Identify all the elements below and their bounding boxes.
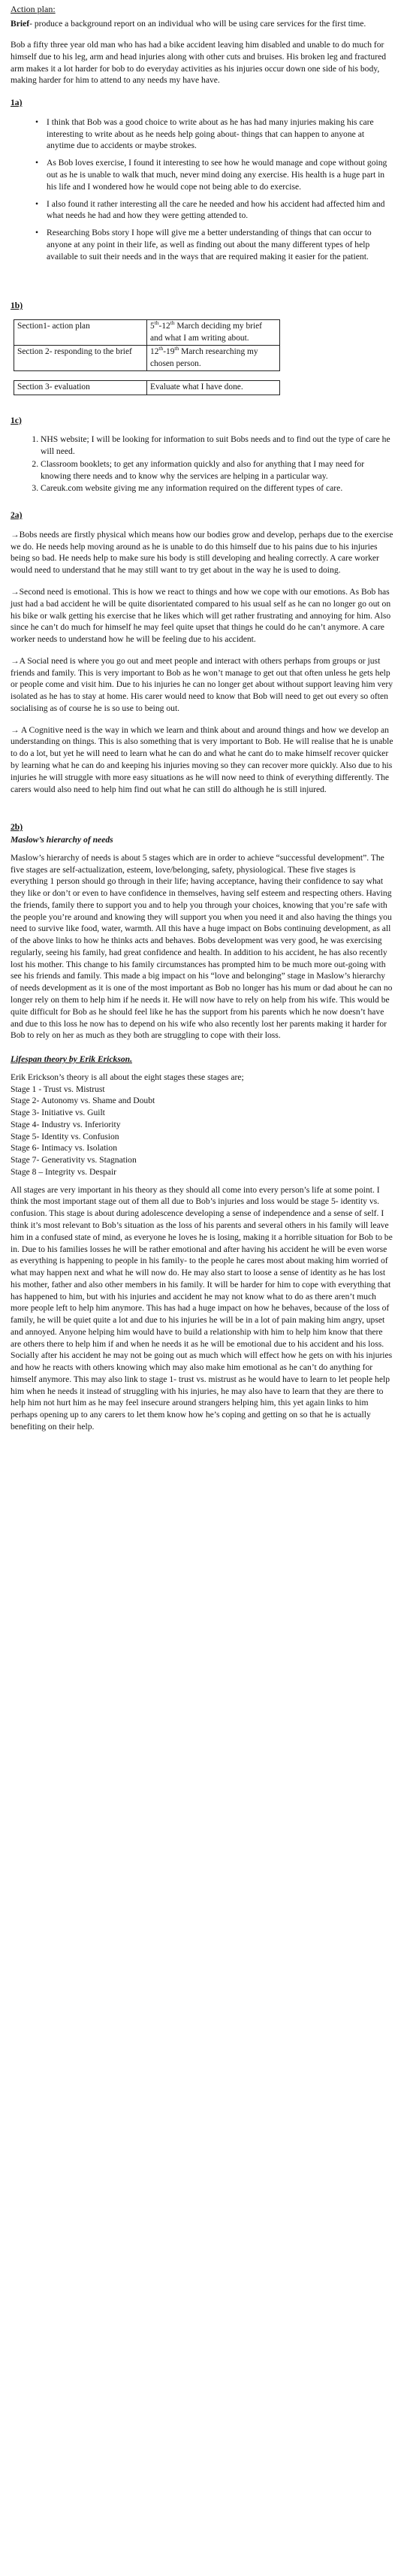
bullet-item: • Researching Bobs story I hope will give me a better understanding of things that can occur to anyone at any point in their life, as well as finding out about the many different types of help available to suit their needs and in the ways that are required making it easier for the patient. [47, 227, 393, 262]
table-row [14, 320, 280, 346]
table-row [14, 346, 280, 371]
cognitive-need-paragraph: → A Cognitive need is the way in which we learn and think about and around things and how we develop an understanding on things. This is also something that is very important to Bob. He will realise that he is unable to do a lot, but yet he will need to learn what he can do and what he cant do to make himself recover quicker by learning what he can do and keeping his injuries moving so they can recover more quickly. Also due to his injuries he will struggle with more easy situations as he will now need to think of everything differently. The carers would also need to help him find out what he can still do although he is still injured. [11, 724, 393, 794]
maslow-heading: Maslow’s hierarchy of needs [11, 835, 113, 845]
list-item: Stage 3- Initiative vs. Guilt [11, 1108, 105, 1118]
brief-label: Brief [11, 19, 30, 29]
table-cell-dates: 12th-19th March researching my chosen person. [147, 346, 280, 371]
emotional-need-paragraph: →Second need is emotional. This is how we react to things and how we cope with our emotions. As Bob has just had a bad accident he will be quite disorientated compared to his usual self as he can no longer go out on his bike or walk getting his exercise that he likes which will get rather frustrating and annoying for him. Also since he can’t do much for himself he may feel quite upset that things he could do he can’t anymore. A care worker needs to understand how he will be feeling due to his accident. [11, 587, 391, 645]
list-item: Stage 7- Generativity vs. Stagnation [11, 1155, 137, 1166]
bullet-item: • I also found it rather interesting all the care he needed and how his accident had affected him and what needs he had and how they were getting attended to. [47, 198, 393, 222]
table-cell-section: Section 3- evaluation [14, 381, 147, 395]
table-row [14, 381, 280, 395]
list-item: 3. Careuk.com website giving me any information required on the different types of care. [41, 482, 393, 494]
section-2a-label: 2a) [11, 510, 23, 521]
physical-need-paragraph: →Bobs needs are firstly physical which means how our bodies grow and develop, perhaps due to the exercise we do. He needs help moving around as he is unable to do this himself due to his pains due to his injuries being so bad. He needs help to make sure his body is still developing and healing correctly. A care worker would need to understand that he may still want to try get about in the way he is used to doing. [11, 529, 393, 576]
lifespan-heading: Lifespan theory by Erik Erickson. [11, 1054, 132, 1065]
table-cell-section: Section1- action plan [14, 320, 147, 346]
section-1a-label: 1a) [11, 98, 23, 108]
bullet-item: • As Bob loves exercise, I found it interesting to see how he would manage and cope without going out as he is unable to walk that much, never mind doing any exercise. His health is a huge part in his life and I wondered how he would cope not being able to do exercise. [47, 157, 393, 192]
table-cell-dates: 5th-12th March deciding my brief and what I am writing about. [147, 320, 280, 346]
brief [11, 18, 393, 30]
sources-list [11, 434, 393, 494]
maslow-paragraph: Maslow’s hierarchy of needs is about 5 stages which are in order to achieve “successful development”. The five stages are self-actualization, esteem, love/belonging, safety, physiological. These five stages is everything 1 person should go through in their life; having acceptance, having their confidence to say what they like or don’t or even to have confidence in themselves, having self esteem and respecting others. Having the friends, family there to support you and to help you through your choices, knowing that you’re safe with the people you’re around and knowing they will support you when you need it and also having the things you need to survive like food, water, warmth. All this have a huge impact on Bobs continuing development, as all of the above links to how he thinks acts and behaves. Bobs development was very good, he was exercising regularly, seeing his family, had great confidence and health. In addition to his accident, he has also recently lost his mother. This change to his family circumstances has prompted him to be much more out-going with see his friends and family. This made a big impact on his “love and belonging” stage in Maslow’s hierarchy of needs development as it is one of the most important as Bob no longer has his mum or dad about he can no longer rely on them to help him if he needs it. He will now have to rely on help from his wife. This would be quite difficult for Bob as he should feel like he has the support from his parents which he now doesn’t have and due to this loss he now has to depend on his wife who also recently lost her parents making it harder for Bob to rely on her as much as they both are struggling to cope with their loss. [11, 852, 393, 1041]
intro-paragraph: Bob a fifty three year old man who has had a bike accident leaving him disabled and unable to do much for himself due to his leg, arm and head injuries along with other cuts and bruises. His broken leg and fractured arm makes it a lot harder for bob to do everyday activities as his injuries occur down one side of his body, making harder for him to attend to any needs my have have. [11, 40, 387, 86]
section-2b-label: 2b) [11, 822, 23, 833]
list-item: Stage 4- Industry vs. Inferiority [11, 1119, 121, 1129]
list-item: 1. NHS website; I will be looking for information to suit Bobs needs and to find out the type of care he will need. [41, 434, 393, 458]
list-item: Stage 8 – Integrity vs. Despair [11, 1166, 117, 1177]
list-item: Stage 1 - Trust vs. Mistrust [11, 1084, 105, 1094]
section-1c-label: 1c) [11, 415, 22, 425]
brief-text: - produce a background report on an individual who will be using care services for the first time. [29, 19, 366, 29]
page-title: Action plan: [11, 4, 56, 14]
table-cell-section: Section 2- responding to the brief [14, 346, 147, 371]
lifespan-paragraph: All stages are very important in his theory as they should all come into every person’s life at some point. I think the most important stage out of them all due to Bob’s injuries and loss would be stage 5- identity vs. confusion. This stage is about during adolescence developing a sense of independence and a sense of self. I think it’s most relevant to Bob’s situation as the loss of his parents and several others in his family will leave him in a confused state of mind, as everyone he loves he is losing, making it a horrible situation for Bob to be in. Due to his families losses he will be rather emotional and after having his accident he will be even worse as everything is happening to people in his family- to the people he cares most about making him worried of what may happen next and what he will now do. He may also start to loose a sense of identity as he has lost his mother, father and also other members in his family. It will be harder for him to cope with everything that has happened to him, but with his injuries and accident he may not know what to do as there aren’t much more people left to help him anymore. This has had a huge impact on how he behaves, because of the loss of family, he will be quiet quite a lot and due to his injuries he will be in a lot of pain making him angry, upset and annoyed. Anyone helping him would have to build a relationship with him to help him know that there are others there to help him if and when he needs it as he will be emotional due to his accident and his loss. Socially after his accident he may not be going out as much which will effect how he gets on with his injuries and how he reacts with others knowing which may also make him emotional as he can’t do anything for himself anymore. This may also link to stage 1- trust vs. mistrust as he would have to learn to let people help him when he needs it instead of struggling with his injuries, he may also have to learn that they are there to help him not hurt him as he may feel insecure around strangers helping him, this yet again links to him perhaps opening up to any carers to let them know how he’s coping and getting on so that he is actually benefiting on their help. [11, 1184, 393, 1432]
lifespan-intro: Erik Erickson’s theory is all about the eight stages these stages are; [11, 1072, 244, 1082]
section-1a-bullets [11, 116, 393, 262]
list-item: Stage 6- Intimacy vs. Isolation [11, 1143, 117, 1153]
list-item: 2. Classroom booklets; to get any information quickly and also for anything that I may need for knowing there needs and to know why the services are helping in a particular way. [41, 458, 393, 482]
plan-table [14, 319, 280, 395]
stages-list [11, 1084, 393, 1178]
list-item: Stage 2- Autonomy vs. Shame and Doubt [11, 1096, 155, 1106]
table-cell-evaluation: Evaluate what I have done. [147, 381, 280, 395]
social-need-paragraph: →A Social need is where you go out and meet people and interact with others perhaps from groups or just friends and family. This is very important to Bob as he won’t manage to get out that often unless he gets help or people come and visit him. Due to his injuries he can no longer get about without support leaving him very isolated as he has to stay at home. His carer would need to know that Bob will need to get out every so often socialising as of course he is so use to being out. [11, 655, 393, 713]
list-item: Stage 5- Identity vs. Confusion [11, 1131, 119, 1141]
section-1b-label: 1b) [11, 301, 23, 311]
bullet-item: • I think that Bob was a good choice to write about as he has had many injuries making his care interesting to write about as he needs help going about- things that can happen to anyone at anytime due to accidents or maybe strokes. [47, 116, 393, 152]
